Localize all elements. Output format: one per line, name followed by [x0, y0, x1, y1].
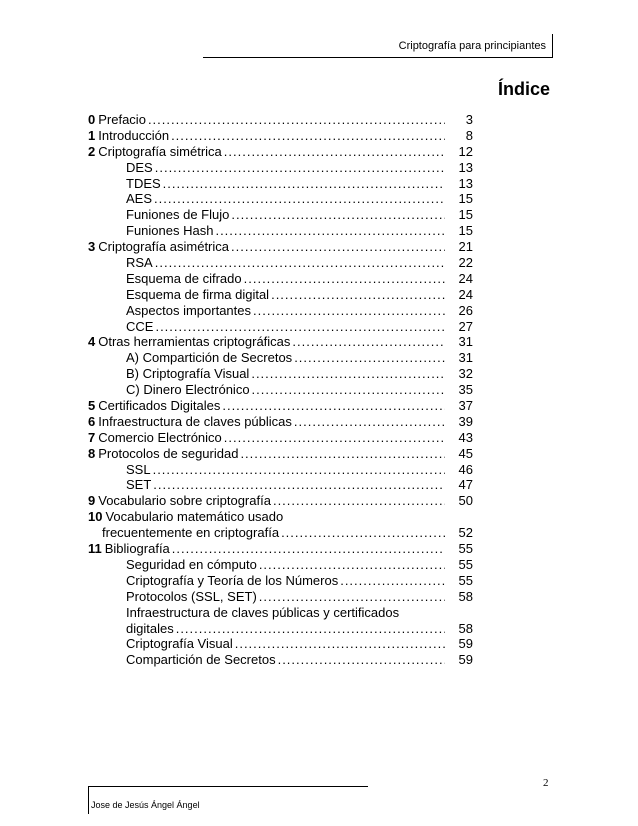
toc-entry-page: 15 [458, 191, 473, 207]
toc-entry-label: Introducción [98, 127, 170, 143]
toc-entry-page: 26 [458, 302, 473, 318]
toc-entry[interactable] [88, 207, 473, 223]
toc-entry-label: Otras herramientas criptográficas [98, 334, 291, 350]
toc-entry-page: 13 [458, 159, 473, 175]
toc-entry-page: 24 [458, 286, 473, 302]
running-header: Criptografía para principiantes [398, 40, 546, 52]
dot-leader [231, 207, 445, 223]
toc-entry-page: 15 [458, 207, 473, 223]
toc-entry-label: Comercio Electrónico [98, 429, 222, 445]
toc-entry-label: SET [126, 477, 152, 493]
toc-entry[interactable] [88, 462, 473, 478]
toc-entry-page: 32 [458, 366, 473, 382]
toc-entry[interactable] [88, 160, 473, 176]
toc-entry-page: 50 [458, 493, 473, 509]
toc-entry-number: 3 [88, 239, 96, 255]
toc-entry-label: TDES [126, 175, 161, 191]
toc-entry[interactable] [88, 382, 473, 398]
toc-entry-label: Vocabulario matemático usado [105, 509, 284, 525]
toc-entry-label: frecuentemente en criptografía [102, 525, 280, 541]
toc-entry-number: 8 [88, 445, 96, 461]
toc-entry-page: 21 [458, 239, 473, 255]
dot-leader [155, 255, 445, 271]
toc-entry[interactable] [88, 477, 473, 493]
dot-leader [176, 621, 445, 637]
toc-entry-label: Funiones de Flujo [126, 207, 230, 223]
dot-leader [153, 477, 445, 493]
header-rule [203, 57, 553, 58]
toc-entry[interactable] [88, 398, 473, 414]
toc-entry-number: 10 [88, 509, 103, 525]
dot-leader [253, 303, 445, 319]
toc-entry-number: 5 [88, 398, 96, 414]
toc-entry[interactable] [88, 144, 473, 160]
toc-entry-label: B) Criptografía Visual [126, 366, 250, 382]
toc-entry-label: Aspectos importantes [126, 302, 252, 318]
dot-leader [224, 144, 445, 160]
toc-entry[interactable] [88, 271, 473, 287]
toc-entry-page: 24 [458, 270, 473, 286]
toc-entry-number: 4 [88, 334, 96, 350]
toc-entry-number: 7 [88, 429, 96, 445]
toc-entry[interactable] [88, 366, 473, 382]
toc-entry-page: 39 [458, 413, 473, 429]
toc-entry-label: Protocolos de seguridad [98, 445, 239, 461]
toc-entry-page: 59 [458, 636, 473, 652]
toc-entry[interactable] [88, 334, 473, 350]
toc-entry[interactable] [88, 112, 473, 128]
dot-leader [154, 191, 445, 207]
toc-entry-label: RSA [126, 255, 153, 271]
dot-leader [240, 446, 445, 462]
toc-entry-label: Funiones Hash [126, 223, 214, 239]
page-number: 2 [543, 777, 549, 789]
toc-entry-page: 31 [458, 350, 473, 366]
dot-leader [171, 128, 445, 144]
table-of-contents [88, 112, 473, 668]
toc-entry[interactable] [88, 541, 473, 557]
toc-entry[interactable] [88, 319, 473, 335]
toc-entry-label: Prefacio [98, 112, 146, 127]
dot-leader [278, 652, 445, 668]
toc-entry[interactable] [88, 636, 473, 652]
toc-entry[interactable] [88, 303, 473, 319]
toc-entry-label: Protocolos (SSL, SET) [126, 588, 257, 604]
dot-leader [294, 350, 445, 366]
toc-entry[interactable] [88, 223, 473, 239]
toc-entry-page: 47 [458, 477, 473, 493]
toc-entry-page: 58 [458, 588, 473, 604]
toc-entry[interactable] [88, 621, 473, 637]
toc-entry-label: CCE [126, 318, 154, 334]
toc-entry[interactable] [88, 493, 473, 509]
dot-leader [252, 382, 445, 398]
toc-entry-label: C) Dinero Electrónico [126, 382, 250, 398]
toc-entry-label: Esquema de cifrado [126, 270, 242, 286]
toc-entry[interactable] [88, 128, 473, 144]
dot-leader [155, 319, 445, 335]
toc-entry-label: Bibliografía [104, 541, 170, 557]
toc-entry[interactable] [88, 589, 473, 605]
toc-entry-page: 45 [458, 445, 473, 461]
dot-leader [215, 223, 445, 239]
toc-entry-label: A) Compartición de Secretos [126, 350, 293, 366]
toc-entry-label: Criptografía Visual [126, 636, 233, 652]
dot-leader [224, 430, 445, 446]
toc-entry-page: 55 [458, 541, 473, 557]
toc-entry-page: 22 [458, 255, 473, 271]
toc-entry-label: Infraestructura de claves públicas y certificados [126, 604, 400, 620]
toc-entry-page: 37 [458, 398, 473, 414]
dot-leader [155, 160, 445, 176]
footer-rule-tick [88, 786, 89, 814]
toc-entry[interactable] [88, 525, 473, 541]
toc-entry-page: 12 [458, 143, 473, 159]
toc-entry-label: digitales [126, 620, 174, 636]
toc-entry[interactable] [88, 414, 473, 430]
toc-entry-label: Compartición de Secretos [126, 652, 276, 668]
toc-entry-label: Esquema de firma digital [126, 286, 270, 302]
toc-entry-label: AES [126, 191, 153, 207]
dot-leader [222, 398, 445, 414]
toc-entry[interactable] [88, 191, 473, 207]
toc-entry-label: Certificados Digitales [98, 398, 221, 414]
dot-leader [271, 287, 445, 303]
toc-entry-number: 0 [88, 112, 96, 127]
dot-leader [163, 176, 445, 192]
toc-entry[interactable] [88, 605, 473, 621]
toc-entry[interactable] [88, 287, 473, 303]
toc-entry-label: Criptografía simétrica [98, 143, 222, 159]
dot-leader [153, 462, 445, 478]
toc-entry-number: 11 [88, 541, 102, 557]
toc-entry-page: 52 [458, 525, 473, 541]
toc-entry-page: 55 [458, 556, 473, 572]
toc-entry[interactable] [88, 573, 473, 589]
page-title: Índice [497, 79, 550, 99]
dot-leader [294, 414, 445, 430]
toc-entry[interactable] [88, 509, 473, 525]
toc-entry[interactable] [88, 430, 473, 446]
dot-leader [340, 573, 445, 589]
toc-entry[interactable] [88, 446, 473, 462]
toc-entry-number: 2 [88, 143, 96, 159]
toc-entry-label: Vocabulario sobre criptografía [98, 493, 271, 509]
dot-leader [292, 334, 445, 350]
toc-entry-label: Seguridad en cómputo [126, 556, 257, 572]
toc-entry-page: 13 [458, 175, 473, 191]
toc-entry-label: Criptografía asimétrica [98, 239, 230, 255]
toc-entry-label: DES [126, 159, 153, 175]
dot-leader [172, 541, 445, 557]
toc-entry-page: 46 [458, 461, 473, 477]
toc-entry[interactable] [88, 239, 473, 255]
toc-entry[interactable] [88, 652, 473, 668]
dot-leader [231, 239, 445, 255]
toc-entry-label: Criptografía y Teoría de los Números [126, 572, 339, 588]
dot-leader [281, 525, 445, 541]
toc-entry[interactable] [88, 176, 473, 192]
dot-leader [235, 636, 445, 652]
dot-leader [244, 271, 445, 287]
toc-entry-page: 27 [458, 318, 473, 334]
toc-entry-number: 6 [88, 413, 96, 429]
toc-entry-page: 58 [458, 620, 473, 636]
dot-leader [148, 112, 445, 128]
toc-entry[interactable] [88, 255, 473, 271]
toc-entry-label: SSL [126, 461, 151, 477]
toc-entry-page: 15 [458, 223, 473, 239]
dot-leader [273, 493, 445, 509]
toc-entry-page: 55 [458, 572, 473, 588]
toc-entry-page: 8 [465, 127, 473, 143]
toc-entry-page: 3 [465, 112, 473, 127]
dot-leader [259, 589, 445, 605]
toc-entry[interactable] [88, 557, 473, 573]
toc-entry-label: Infraestructura de claves públicas [98, 413, 292, 429]
toc-entry-number: 9 [88, 493, 96, 509]
toc-entry[interactable] [88, 350, 473, 366]
footer-rule [88, 786, 368, 787]
dot-leader [251, 366, 445, 382]
toc-entry-page: 31 [458, 334, 473, 350]
header-rule-tick [552, 34, 553, 58]
toc-entry-page: 43 [458, 429, 473, 445]
author-name: Jose de Jesús Ángel Ángel [91, 800, 200, 810]
toc-entry-page: 35 [458, 382, 473, 398]
dot-leader [259, 557, 445, 573]
toc-entry-page: 59 [458, 652, 473, 668]
toc-entry-number: 1 [88, 127, 96, 143]
